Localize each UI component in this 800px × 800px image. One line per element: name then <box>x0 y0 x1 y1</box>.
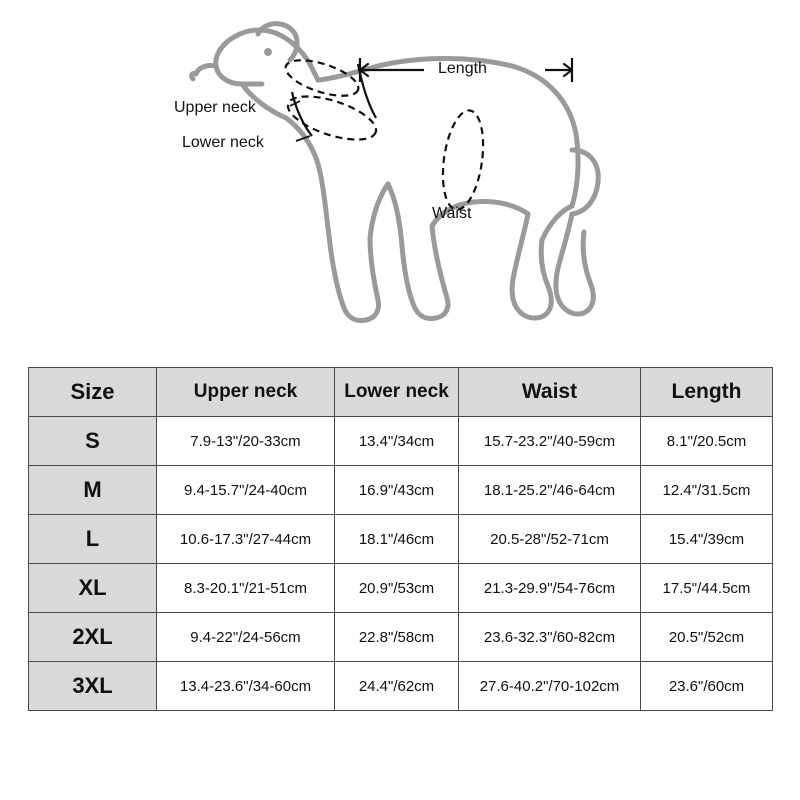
cell-length: 8.1"/20.5cm <box>641 417 773 466</box>
cell-size: 2XL <box>29 613 157 662</box>
table-header-row <box>29 368 773 417</box>
dog-body-path <box>196 24 598 321</box>
cell-upper-neck: 13.4-23.6"/34-60cm <box>157 662 335 711</box>
cell-lower-neck: 24.4"/62cm <box>335 662 459 711</box>
table-row <box>29 466 773 515</box>
cell-size: M <box>29 466 157 515</box>
cell-upper-neck: 9.4-15.7"/24-40cm <box>157 466 335 515</box>
cell-upper-neck: 10.6-17.3"/27-44cm <box>157 515 335 564</box>
cell-waist: 20.5-28"/52-71cm <box>459 515 641 564</box>
cell-lower-neck: 18.1"/46cm <box>335 515 459 564</box>
cell-size: 3XL <box>29 662 157 711</box>
cell-upper-neck: 8.3-20.1"/21-51cm <box>157 564 335 613</box>
cell-size: L <box>29 515 157 564</box>
cell-waist: 15.7-23.2"/40-59cm <box>459 417 641 466</box>
dog-measurement-diagram <box>0 0 800 360</box>
waist-measure-ellipse <box>437 108 489 212</box>
cell-waist: 18.1-25.2"/46-64cm <box>459 466 641 515</box>
header-lower-neck: Lower neck <box>335 368 459 417</box>
cell-waist: 27.6-40.2"/70-102cm <box>459 662 641 711</box>
cell-lower-neck: 16.9"/43cm <box>335 466 459 515</box>
cell-length: 23.6"/60cm <box>641 662 773 711</box>
cell-size: S <box>29 417 157 466</box>
size-table-header <box>29 368 773 417</box>
header-upper-neck: Upper neck <box>157 368 335 417</box>
label-upper-neck: Upper neck <box>174 99 256 116</box>
dog-outline-illustration <box>0 0 800 360</box>
table-row <box>29 417 773 466</box>
cell-lower-neck: 20.9"/53cm <box>335 564 459 613</box>
size-table-body <box>29 417 773 711</box>
cell-length: 17.5"/44.5cm <box>641 564 773 613</box>
label-waist: Waist <box>432 205 472 222</box>
cell-waist: 21.3-29.9"/54-76cm <box>459 564 641 613</box>
cell-lower-neck: 22.8"/58cm <box>335 613 459 662</box>
cell-upper-neck: 9.4-22"/24-56cm <box>157 613 335 662</box>
size-table-container <box>28 367 772 711</box>
cell-length: 12.4"/31.5cm <box>641 466 773 515</box>
size-table <box>28 367 773 711</box>
table-row <box>29 662 773 711</box>
dog-nose-icon <box>192 73 196 79</box>
table-row <box>29 515 773 564</box>
header-waist: Waist <box>459 368 641 417</box>
cell-size: XL <box>29 564 157 613</box>
cell-upper-neck: 7.9-13"/20-33cm <box>157 417 335 466</box>
label-lower-neck: Lower neck <box>182 134 264 151</box>
table-row <box>29 564 773 613</box>
header-length: Length <box>641 368 773 417</box>
cell-lower-neck: 13.4"/34cm <box>335 417 459 466</box>
cell-waist: 23.6-32.3"/60-82cm <box>459 613 641 662</box>
cell-length: 15.4"/39cm <box>641 515 773 564</box>
table-row <box>29 613 773 662</box>
dog-eye-icon <box>264 48 272 56</box>
header-size: Size <box>29 368 157 417</box>
label-length: Length <box>438 60 487 77</box>
cell-length: 20.5"/52cm <box>641 613 773 662</box>
